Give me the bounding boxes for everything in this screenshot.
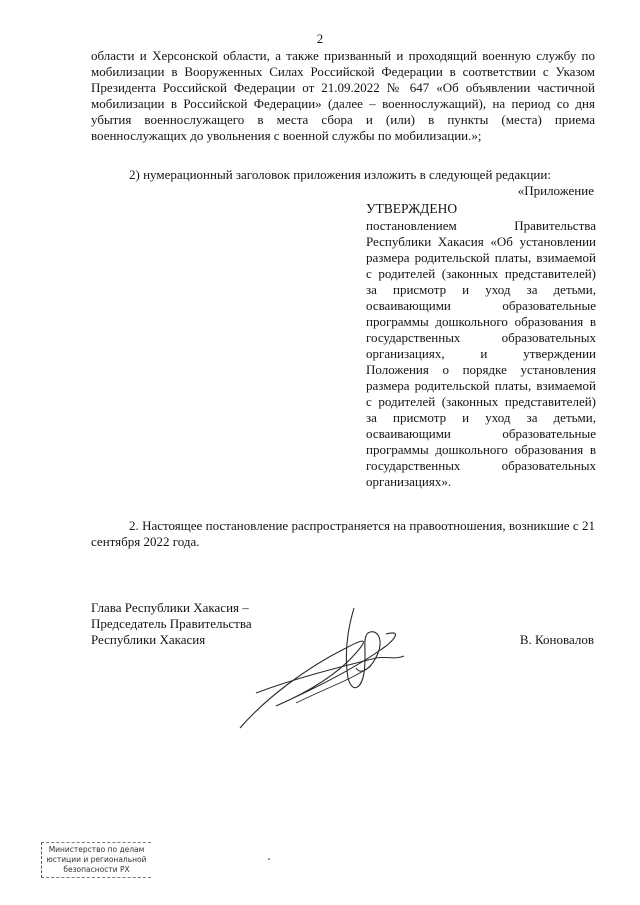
- signer-name: В. Коновалов: [519, 632, 594, 647]
- registration-stamp: [41, 842, 151, 878]
- approval-block: [366, 201, 596, 490]
- handwritten-signature: [236, 598, 406, 733]
- stamp-line3: безопасности РХ: [63, 865, 130, 874]
- appendix-label: «Приложение: [517, 183, 594, 198]
- page-number: 2: [316, 31, 324, 46]
- approval-body-last-line: организациях».: [366, 474, 452, 489]
- signer-title-line1: Глава Республики Хакасия –: [91, 600, 249, 615]
- signer-title-line3: Республики Хакасия: [91, 632, 206, 647]
- signer-title-line2: Председатель Правительства: [91, 616, 252, 631]
- paragraph-continuation: области и Херсонской области, а также призванный и проходящий военную службу по мобилизации в Вооруженных Силах Российской Федерации в соответствии с Указом Президента Российской Федерации от 21.09.2022 № 647 «Об объявлении частичной мобилизации в Российской Федерации» (далее – военнослужащий), на период со дня убытия военнослужащего в места сбора и (или) в пункты (места) приема военнослужащих до увольнения с военной службы по мобилизации.»;: [91, 48, 595, 143]
- paragraph-appendix-heading: 2) нумерационный заголовок приложения изложить в следующей редакции:: [129, 167, 551, 182]
- stamp-line1: Министерство по делам: [48, 845, 145, 854]
- approval-heading: УТВЕРЖДЕНО: [366, 201, 458, 216]
- approval-body: [366, 218, 596, 490]
- paragraph-effective-date: 2. Настоящее постановление распространяется на правоотношения, возникшие с 21 сентября 2022 года.: [91, 518, 595, 549]
- approval-body-text: постановлением Правительства Республики Хакасия «Об установлении размера родительской платы, взимаемой с родителей (законных представителей) за присмотр и уход за детьми, осваивающими образовательные программы дошкольного образования в государственных образовательных организациях, и утверждении Положения о порядке установления размера родительской платы, взимаемой с родителей (законных представителей) за присмотр и уход за детьми, осваивающими образовательные программы дошкольного образования в государственных образовательных: [366, 218, 596, 473]
- stamp-line2: юстиции и региональной: [46, 855, 147, 864]
- signer-title: [91, 600, 252, 648]
- speck: [268, 858, 270, 860]
